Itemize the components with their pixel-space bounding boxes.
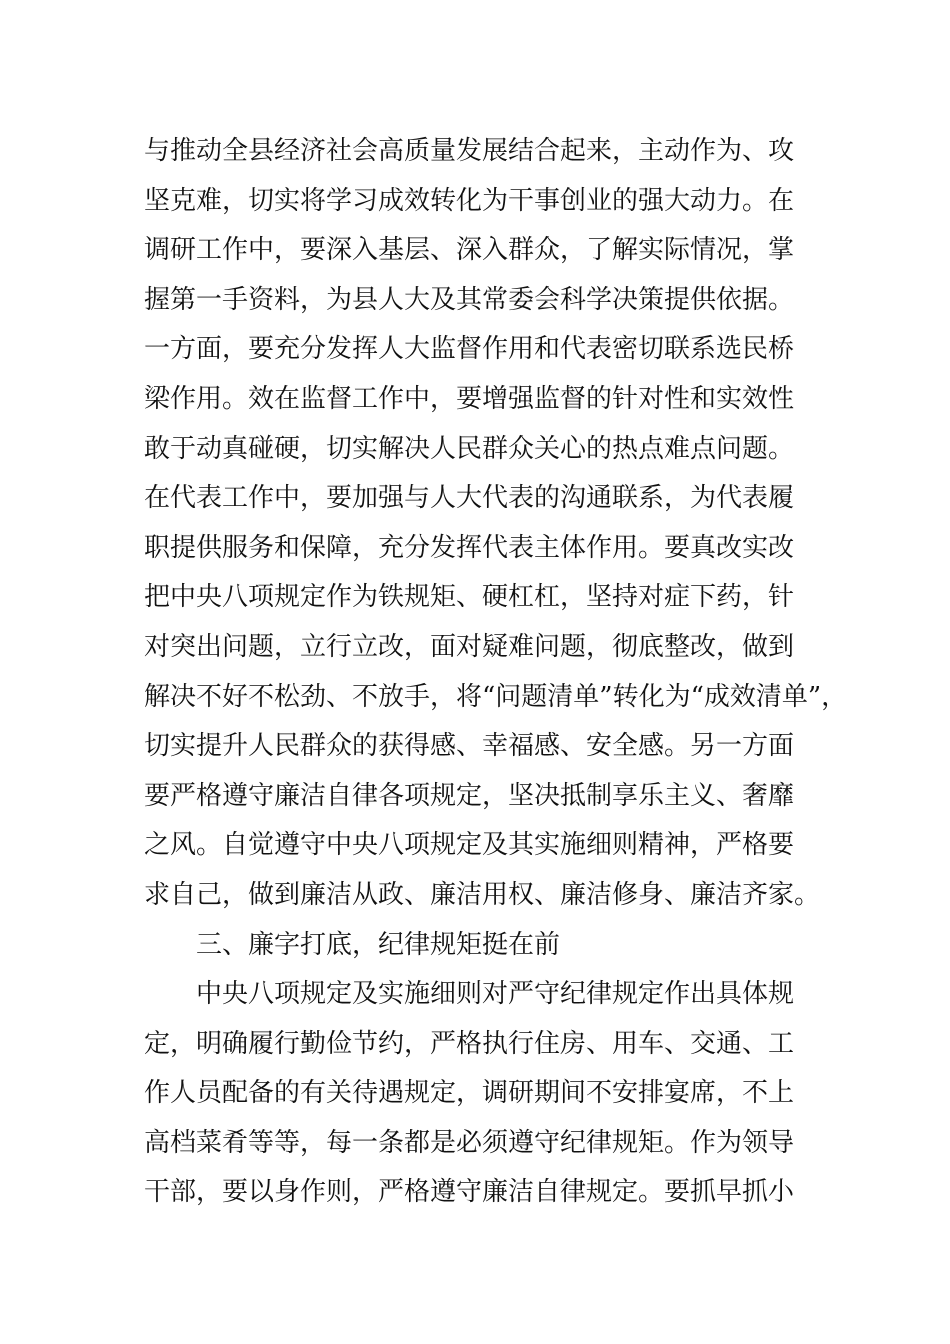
text-line: 坚克难，切实将学习成效转化为干事创业的强大动力。在 <box>144 185 795 216</box>
text-line: 之风。自觉遵守中央八项规定及其实施细则精神，严格要 <box>144 830 795 861</box>
body-text <box>144 127 848 1218</box>
text-line: 解决不好不松劲、不放手，将“问题清单”转化为“成效清单”， <box>144 681 848 712</box>
text-line: 对突出问题，立行立改，面对疑难问题，彻底整改，做到 <box>144 631 795 662</box>
text-line: 在代表工作中，要加强与人大代表的沟通联系，为代表履 <box>144 483 795 514</box>
text-line: 求自己，做到廉洁从政、廉洁用权、廉洁修身、廉洁齐家。 <box>144 879 821 910</box>
text-line: 握第一手资料，为县人大及其常委会科学决策提供依据。 <box>144 284 795 315</box>
text-line: 调研工作中，要深入基层、深入群众，了解实际情况，掌 <box>144 235 795 266</box>
text-line: 与推动全县经济社会高质量发展结合起来，主动作为、攻 <box>144 136 795 166</box>
text-line: 梁作用。效在监督工作中，要增强监督的针对性和实效性 <box>144 383 795 414</box>
text-line: 把中央八项规定作为铁规矩、硬杠杠，坚持对症下药，针 <box>144 582 795 613</box>
text-line: 高档菜肴等等，每一条都是必须遵守纪律规矩。作为领导 <box>144 1127 795 1158</box>
text-line: 作人员配备的有关待遇规定，调研期间不安排宴席，不上 <box>144 1078 795 1109</box>
text-line: 中央八项规定及实施细则对严守纪律规定作出具体规 <box>196 979 795 1010</box>
text-line: 职提供服务和保障，充分发挥代表主体作用。要真改实改 <box>144 532 795 563</box>
text-line: 敢于动真碰硬，切实解决人民群众关心的热点难点问题。 <box>144 433 795 464</box>
text-line: 切实提升人民群众的获得感、幸福感、安全感。另一方面 <box>144 731 795 762</box>
text-line: 一方面，要充分发挥人大监督作用和代表密切联系选民桥 <box>144 334 795 365</box>
text-line: 定，明确履行勤俭节约，严格执行住房、用车、交通、工 <box>144 1028 795 1059</box>
text-line: 要严格遵守廉洁自律各项规定，坚决抵制享乐主义、奢靡 <box>144 780 795 811</box>
text-line: 干部，要以身作则，严格遵守廉洁自律规定。要抓早抓小 <box>144 1177 795 1208</box>
section-heading: 三、廉字打底，纪律规矩挺在前 <box>196 929 561 960</box>
